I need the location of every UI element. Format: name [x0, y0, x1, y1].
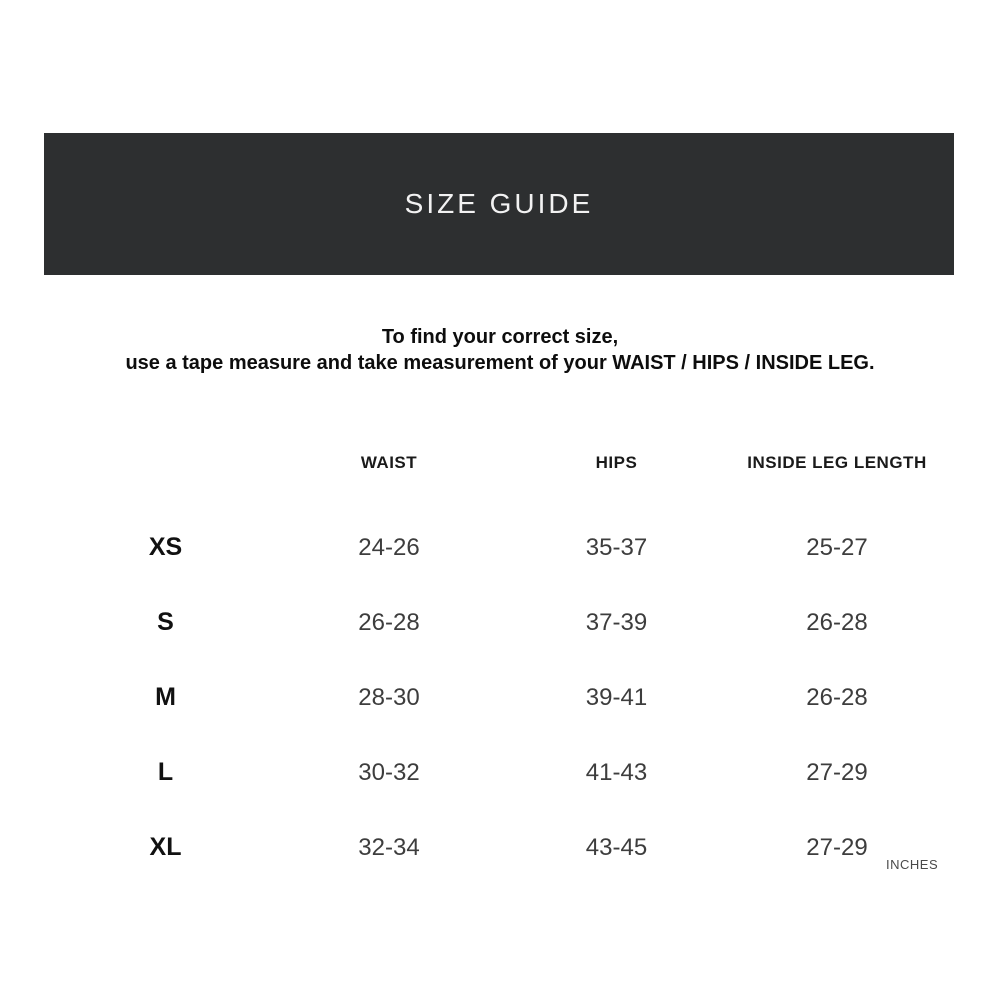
- inside-leg-value: 26-28: [806, 608, 868, 636]
- hips-value: 35-37: [585, 533, 648, 561]
- waist-value: 24-26: [358, 533, 420, 561]
- intro-text: [0, 324, 1000, 376]
- table-row: [56, 810, 944, 885]
- waist-value: 26-28: [358, 608, 420, 636]
- intro-line-1: To find your correct size,: [381, 326, 619, 348]
- size-label: XS: [148, 533, 183, 561]
- table-header-row: [56, 448, 944, 478]
- intro-line-2: use a tape measure and take measurement of your WAIST / HIPS / INSIDE LEG.: [125, 352, 875, 374]
- inside-leg-value: 25-27: [806, 533, 868, 561]
- table-row: [56, 735, 944, 810]
- size-label: M: [155, 683, 176, 711]
- size-label: XL: [149, 833, 182, 861]
- inside-leg-value: 26-28: [806, 683, 868, 711]
- inside-leg-value: 27-29: [806, 833, 868, 861]
- column-header-hips: HIPS: [595, 453, 638, 472]
- size-label: S: [157, 608, 174, 636]
- hips-value: 37-39: [585, 608, 648, 636]
- column-header-waist: WAIST: [360, 453, 418, 472]
- table-row: [56, 585, 944, 660]
- size-guide-banner: [44, 133, 954, 275]
- page-title: SIZE GUIDE: [404, 188, 594, 219]
- unit-label: INCHES: [886, 857, 939, 872]
- hips-value: 41-43: [585, 758, 648, 786]
- waist-value: 28-30: [358, 683, 420, 711]
- size-label: L: [157, 758, 174, 786]
- table-row: [56, 510, 944, 585]
- inside-leg-value: 27-29: [806, 758, 868, 786]
- waist-value: 30-32: [358, 758, 420, 786]
- hips-value: 39-41: [585, 683, 648, 711]
- column-header-inside-leg: INSIDE LEG LENGTH: [747, 453, 927, 472]
- hips-value: 43-45: [585, 833, 648, 861]
- table-row: [56, 660, 944, 735]
- waist-value: 32-34: [358, 833, 420, 861]
- size-table: [56, 448, 944, 885]
